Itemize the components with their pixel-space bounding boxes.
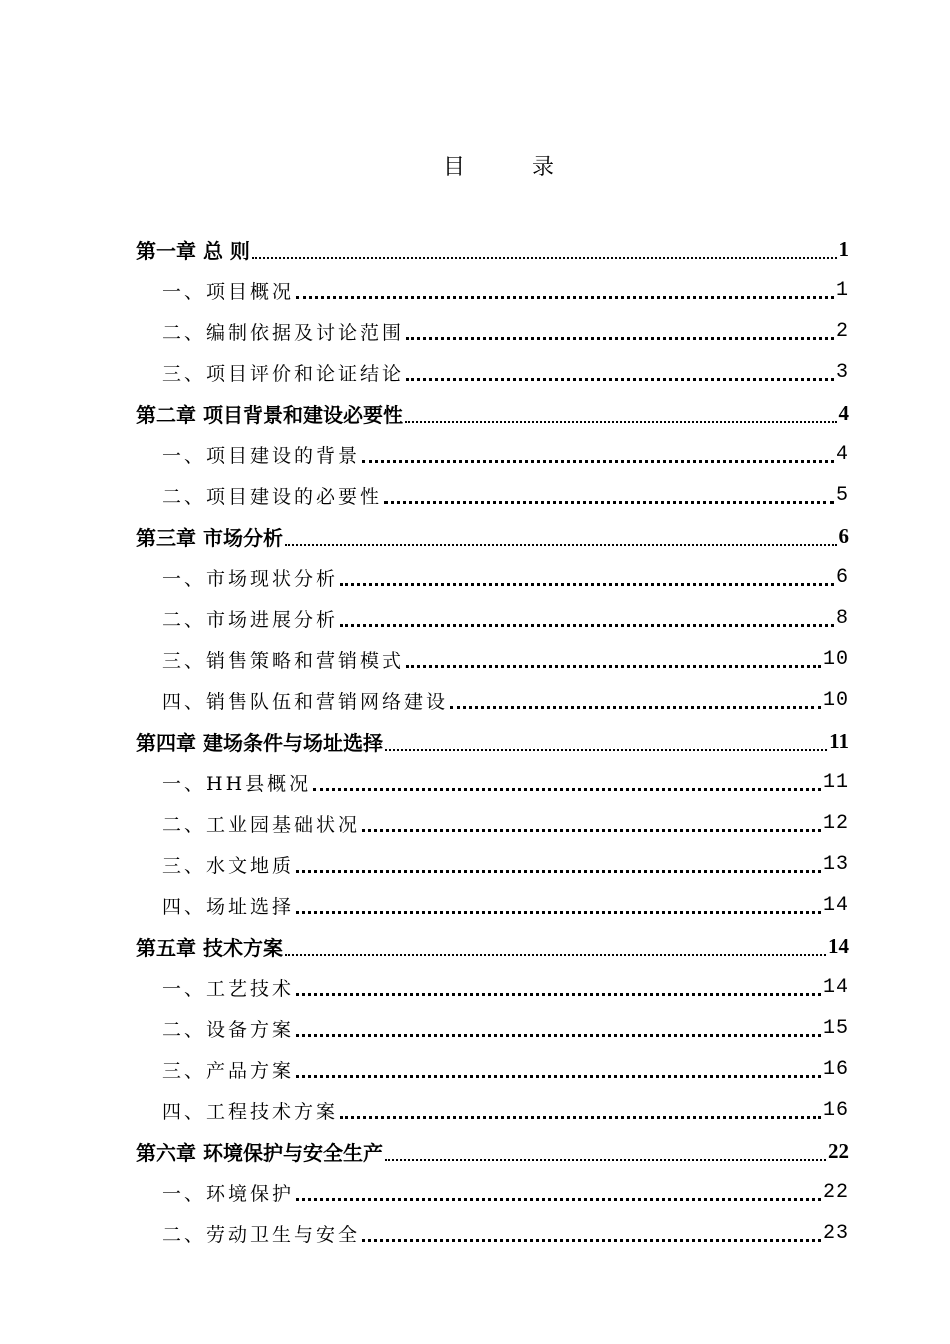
toc-section-entry[interactable] xyxy=(0,803,950,844)
toc-dot-leader xyxy=(285,954,826,956)
toc-dot-leader xyxy=(385,1159,826,1161)
toc-dot-leader xyxy=(362,829,821,832)
toc-dot-leader xyxy=(405,421,837,423)
toc-page-number: 13 xyxy=(822,853,849,876)
toc-entry-label: 三、项目评价和论证结论 xyxy=(162,363,405,385)
toc-chapter-entry[interactable] xyxy=(0,393,950,434)
toc-section-entry[interactable] xyxy=(0,352,950,393)
toc-page-number: 10 xyxy=(822,689,849,712)
toc-page-number: 8 xyxy=(835,607,849,630)
toc-section-entry[interactable] xyxy=(0,311,950,352)
toc-section-entry[interactable] xyxy=(0,1008,950,1049)
toc-dot-leader xyxy=(340,1116,821,1119)
toc-dot-leader xyxy=(296,1075,821,1078)
toc-section-entry[interactable] xyxy=(0,844,950,885)
toc-entry-label: 一、市场现状分析 xyxy=(162,568,339,590)
toc-page-number: 12 xyxy=(822,812,849,835)
toc-dot-leader xyxy=(406,665,821,668)
toc-entry-label: 四、销售队伍和营销网络建设 xyxy=(162,691,449,713)
toc-page-number: 3 xyxy=(835,361,849,384)
toc-entry-label: 二、编制依据及讨论范围 xyxy=(162,322,405,344)
toc-section-entry[interactable] xyxy=(0,434,950,475)
toc-entry-label: 第四章 建场条件与场址选择 xyxy=(136,731,383,755)
toc-page-number: 1 xyxy=(835,279,849,302)
toc-page-number: 6 xyxy=(835,566,849,589)
toc-dot-leader xyxy=(384,501,834,504)
toc-page-number: 16 xyxy=(822,1099,849,1122)
toc-page-number: 14 xyxy=(822,976,849,999)
toc-dot-leader xyxy=(252,257,837,259)
toc-entry-label: 一、项目概况 xyxy=(162,281,295,303)
toc-page-number: 4 xyxy=(835,443,849,466)
toc-dot-leader xyxy=(340,624,834,627)
toc-page-number: 5 xyxy=(835,484,849,507)
toc-entry-label: 一、环境保护 xyxy=(162,1183,295,1205)
toc-dot-leader xyxy=(296,911,821,914)
toc-entry-label: 三、产品方案 xyxy=(162,1060,295,1082)
toc-chapter-entry[interactable] xyxy=(0,516,950,557)
toc-section-entry[interactable] xyxy=(0,967,950,1008)
toc-entry-label: 四、场址选择 xyxy=(162,896,295,918)
toc-chapter-entry[interactable] xyxy=(0,1131,950,1172)
toc-page-number: 14 xyxy=(828,934,849,958)
toc-entry-label: 第一章 总 则 xyxy=(136,239,250,263)
toc-page-number: 6 xyxy=(838,524,849,548)
toc-section-entry[interactable] xyxy=(0,1090,950,1131)
toc-chapter-entry[interactable] xyxy=(0,229,950,270)
toc-page-number: 22 xyxy=(828,1139,849,1163)
toc-dot-leader xyxy=(296,993,821,996)
toc-page-number: 16 xyxy=(822,1058,849,1081)
toc-dot-leader xyxy=(296,1034,821,1037)
toc-dot-leader xyxy=(362,460,834,463)
toc-section-entry[interactable] xyxy=(0,1213,950,1254)
toc-dot-leader xyxy=(296,870,821,873)
toc-dot-leader xyxy=(362,1239,821,1242)
toc-entry-label: 一、工艺技术 xyxy=(162,978,295,1000)
toc-page-number: 15 xyxy=(822,1017,849,1040)
toc-page-number: 4 xyxy=(838,401,849,425)
toc-dot-leader xyxy=(296,1198,821,1201)
toc-entry-label: 一、HH县概况 xyxy=(162,773,312,795)
toc-section-entry[interactable] xyxy=(0,1049,950,1090)
toc-entry-label: 第六章 环境保护与安全生产 xyxy=(136,1141,383,1165)
toc-section-entry[interactable] xyxy=(0,598,950,639)
toc-title: 目 录 xyxy=(443,155,584,180)
toc-dot-leader xyxy=(406,337,834,340)
toc-section-entry[interactable] xyxy=(0,270,950,311)
toc-entry-label: 二、市场进展分析 xyxy=(162,609,339,631)
toc-entry-label: 第二章 项目背景和建设必要性 xyxy=(136,403,403,427)
toc-section-entry[interactable] xyxy=(0,885,950,926)
toc-page-number: 2 xyxy=(835,320,849,343)
toc-entry-label: 四、工程技术方案 xyxy=(162,1101,339,1123)
toc-section-entry[interactable] xyxy=(0,639,950,680)
toc-page-number: 22 xyxy=(822,1181,849,1204)
toc-section-entry[interactable] xyxy=(0,557,950,598)
toc-page-number: 14 xyxy=(822,894,849,917)
toc-entry-label: 二、设备方案 xyxy=(162,1019,295,1041)
toc-section-entry[interactable] xyxy=(0,762,950,803)
toc-page-number: 11 xyxy=(829,729,849,753)
toc-dot-leader xyxy=(340,583,834,586)
toc-entry-label: 第三章 市场分析 xyxy=(136,526,283,550)
toc-section-entry[interactable] xyxy=(0,1172,950,1213)
toc-list xyxy=(0,229,950,1254)
toc-entry-label: 二、项目建设的必要性 xyxy=(162,486,383,508)
toc-dot-leader xyxy=(285,544,837,546)
toc-page-number: 11 xyxy=(822,771,849,794)
toc-entry-label: 二、劳动卫生与安全 xyxy=(162,1224,361,1246)
toc-page-number: 10 xyxy=(822,648,849,671)
toc-dot-leader xyxy=(406,378,834,381)
toc-dot-leader xyxy=(385,749,827,751)
toc-section-entry[interactable] xyxy=(0,680,950,721)
toc-entry-label: 二、工业园基础状况 xyxy=(162,814,361,836)
toc-dot-leader xyxy=(313,788,821,791)
toc-entry-label: 第五章 技术方案 xyxy=(136,936,283,960)
toc-entry-label: 三、水文地质 xyxy=(162,855,295,877)
toc-section-entry[interactable] xyxy=(0,475,950,516)
toc-entry-label: 一、项目建设的背景 xyxy=(162,445,361,467)
toc-chapter-entry[interactable] xyxy=(0,926,950,967)
toc-dot-leader xyxy=(450,706,821,709)
toc-page-number: 1 xyxy=(838,237,849,261)
toc-dot-leader xyxy=(296,296,834,299)
toc-entry-label: 三、销售策略和营销模式 xyxy=(162,650,405,672)
toc-chapter-entry[interactable] xyxy=(0,721,950,762)
toc-page-number: 23 xyxy=(822,1222,849,1245)
